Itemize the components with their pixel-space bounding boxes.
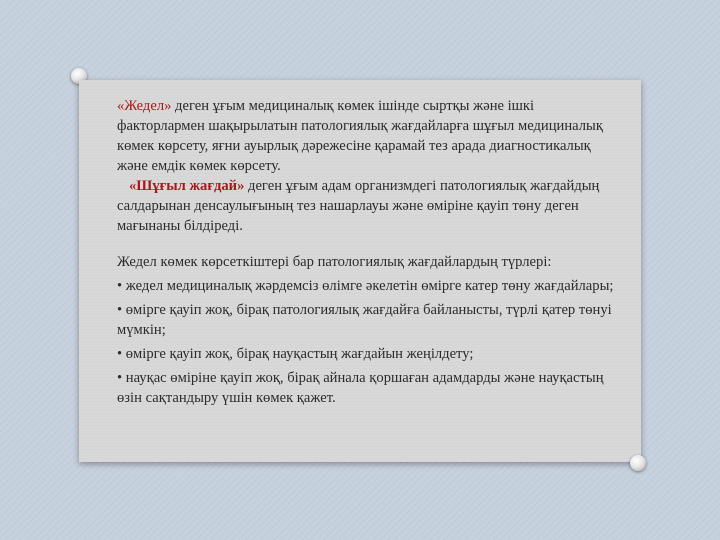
definition-shugyl-text: деген ұғым адам организмдегі патологиялық жағдайдың салдарынан денсаулығының тез нашарлауы және өміріне қауіп төну деген мағынаны білдіреді.	[117, 178, 600, 234]
paragraph-definition-zhedel	[117, 96, 617, 176]
definition-zhedel-text: деген ұғым медициналық көмек ішінде сыртқы және ішкі факторлармен шақырылатын патологиялық жағдайларға шұғыл медициналық көмек көрсету, яғни ауырлық дәрежесіне қарамай тез арада диагностикалық және емдік көмек көрсету.	[117, 98, 603, 174]
pushpin-bottom-right-icon	[630, 455, 646, 471]
list-item: • өмірге қауіп жоқ, бірақ науқастың жағдайын жеңілдету;	[117, 346, 474, 362]
list-item: • науқас өміріне қауіп жоқ, бірақ айнала қоршаған адамдарды және науқастың өзін сақтандыру үшін көмек қажет.	[117, 370, 604, 406]
term-zhedel: «Жедел»	[117, 98, 172, 114]
list-item: • өмірге қауіп жоқ, бірақ патологиялық жағдайға байланысты, түрлі қатер төнуі мүмкін;	[117, 302, 612, 338]
list-item: • жедел медициналық жәрдемсіз өлімге әкелетін өмірге катер төну жағдайлары;	[117, 278, 614, 294]
paragraph-definition-shugyl	[117, 176, 617, 236]
note-text	[117, 96, 617, 408]
term-shugyl: «Шұғыл жағдай»	[129, 178, 245, 194]
list-heading: Жедел көмек көрсеткіштері бар патологиялық жағдайлардың түрлері:	[117, 254, 552, 270]
